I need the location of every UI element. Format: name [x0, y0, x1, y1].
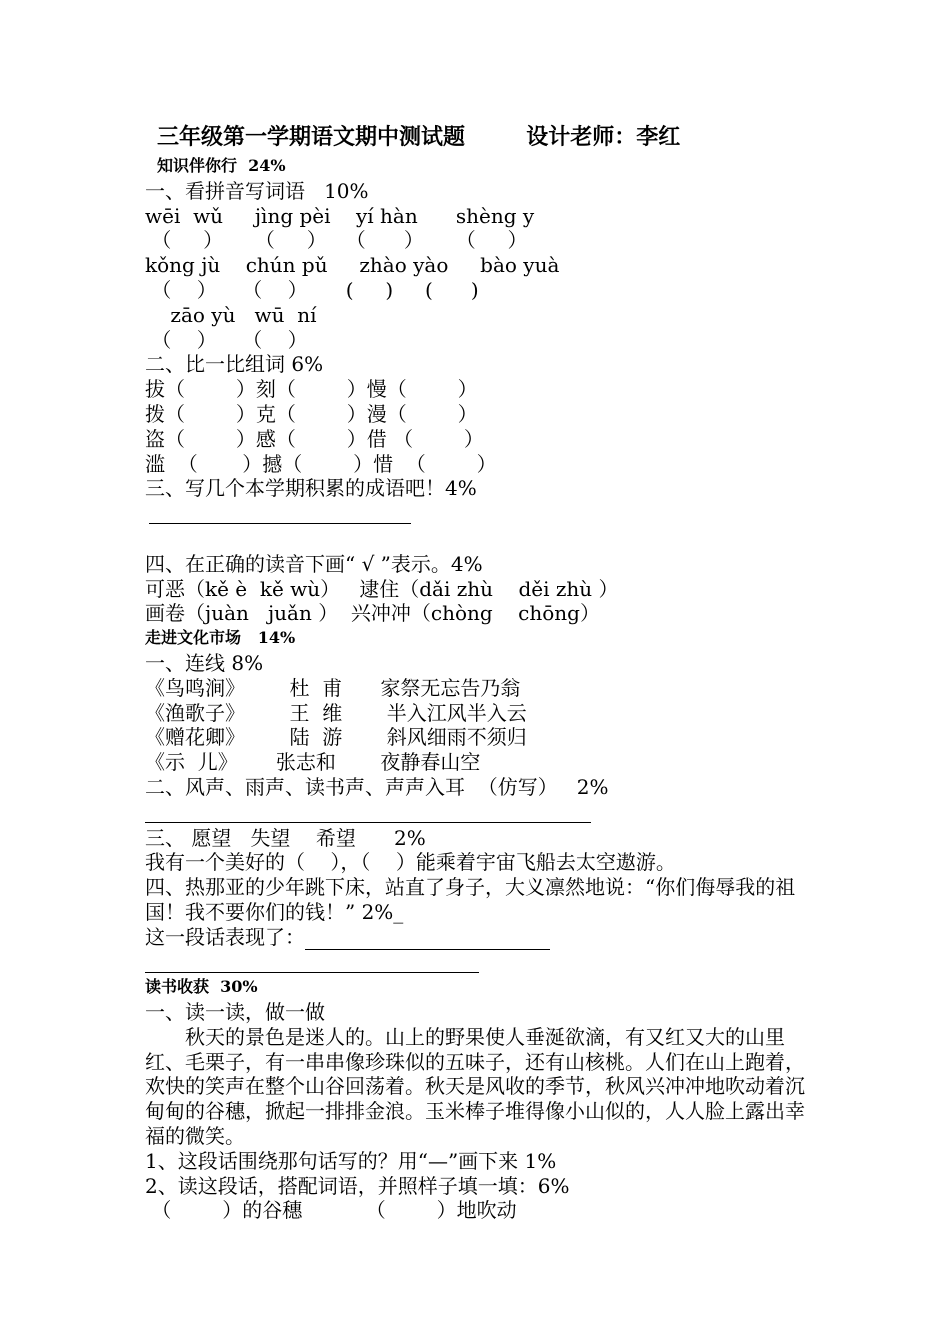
question-idioms-title: 三、写几个本学期积累的成语吧！4%	[145, 476, 477, 501]
answer-line[interactable]	[149, 501, 411, 524]
word-group-row[interactable]: 拨（ ）克（ ）漫（ ）	[145, 401, 478, 426]
question-pronunciation-title: 四、在正确的读音下画“ √ ”表示。4%	[145, 551, 483, 576]
matching-row[interactable]: 《示 儿》 张志和 夜静春山空	[145, 750, 481, 775]
sub-question: 1、这段话围绕那句话写的？用“—”画下来 1%	[145, 1148, 557, 1173]
matching-row[interactable]: 《渔歌子》 王 维 半入江风半入云	[145, 700, 527, 725]
pinyin-row: wēi wǔ jìng pèi yí hàn shèng y	[145, 203, 535, 228]
section-heading-reading: 读书收获 30%	[145, 977, 258, 997]
pinyin-row: kǒng jù chún pǔ zhào yào bào yuà	[145, 253, 560, 278]
answer-brackets-row[interactable]: （ ） （ ）	[145, 327, 308, 352]
answer-line[interactable]	[145, 950, 479, 973]
fill-blank-row[interactable]: （ ）的谷穗 （ ）地吹动	[145, 1198, 517, 1223]
answer-prompt: 这一段话表现了：	[145, 924, 305, 949]
question-reading-title: 一、读一读，做一做	[145, 1000, 325, 1025]
question-matching-title: 一、连线 8%	[145, 650, 264, 675]
pronunciation-row[interactable]: 可恶（kě è kě wù） 逮住（dǎi zhù děi zhù ）	[145, 576, 619, 601]
blank-line	[145, 527, 810, 552]
matching-row[interactable]: 《赠花卿》 陆 游 斜风细雨不须归	[145, 725, 527, 750]
answer-line[interactable]	[145, 800, 591, 823]
word-group-row[interactable]: 盗（ ）感（ ）借 （ ）	[145, 426, 484, 451]
word-group-row[interactable]: 拔（ ）刻（ ）慢（ ）	[145, 377, 478, 402]
question-imitation-title: 二、风声、雨声、读书声、声声入耳 （仿写） 2%	[145, 774, 609, 799]
answer-prompt-row	[145, 925, 810, 950]
pinyin-row: zāo yù wū ní	[145, 302, 317, 327]
reading-passage: 秋天的景色是迷人的。山上的野果使人垂涎欲滴，有又红又大的山里红、毛栗子，有一串串像珍珠似的五味子，还有山核桃。人们在山上跑着，欢快的笑声在整个山谷回荡着。秋天是风收的季节，秋风兴冲冲地吹动着沉甸甸的谷穗，掀起一排排金浪。玉米棒子堆得像小山似的，人人脸上露出幸福的微笑。	[145, 1024, 805, 1149]
question-word-choice-title: 三、 愿望 失望 希望 2%	[145, 825, 426, 850]
section-heading-culture: 走进文化市场 14%	[145, 628, 296, 648]
pronunciation-row[interactable]: 画卷（juàn juǎn ） 兴冲冲（chòng chōng）	[145, 601, 600, 626]
answer-line[interactable]	[305, 929, 550, 950]
fill-blank-sentence[interactable]: 我有一个美好的（ ），（ ）能乘着宇宙飞船去太空遨游。	[145, 850, 676, 875]
sub-question: 2、读这段话，搭配词语，并照样子填一填：6%	[145, 1173, 570, 1198]
question-compare-title: 二、比一比组词 6%	[145, 352, 324, 377]
question-pinyin-title: 一、看拼音写词语 10%	[145, 178, 369, 203]
section-heading-knowledge: 知识伴你行 24%	[157, 156, 286, 175]
answer-brackets-row[interactable]: （ ） （ ） （ ） （ ）	[145, 228, 528, 253]
word-group-row[interactable]: 滥 （ ）撼（ ）惜 （ ）	[145, 451, 497, 476]
exam-page	[145, 120, 810, 1223]
question-passage-title: 四、热那亚的少年跳下床，站直了身子，大义凛然地说：“你们侮辱我的祖国！我不要你们的钱！” 2%_	[145, 875, 796, 924]
answer-brackets-row[interactable]: （ ） （ ） ( ) ( )	[145, 277, 479, 302]
matching-row[interactable]: 《鸟鸣涧》 杜 甫 家祭无忘告乃翁	[145, 675, 521, 700]
page-title: 三年级第一学期语文期中测试题 设计老师：李红	[157, 124, 681, 150]
